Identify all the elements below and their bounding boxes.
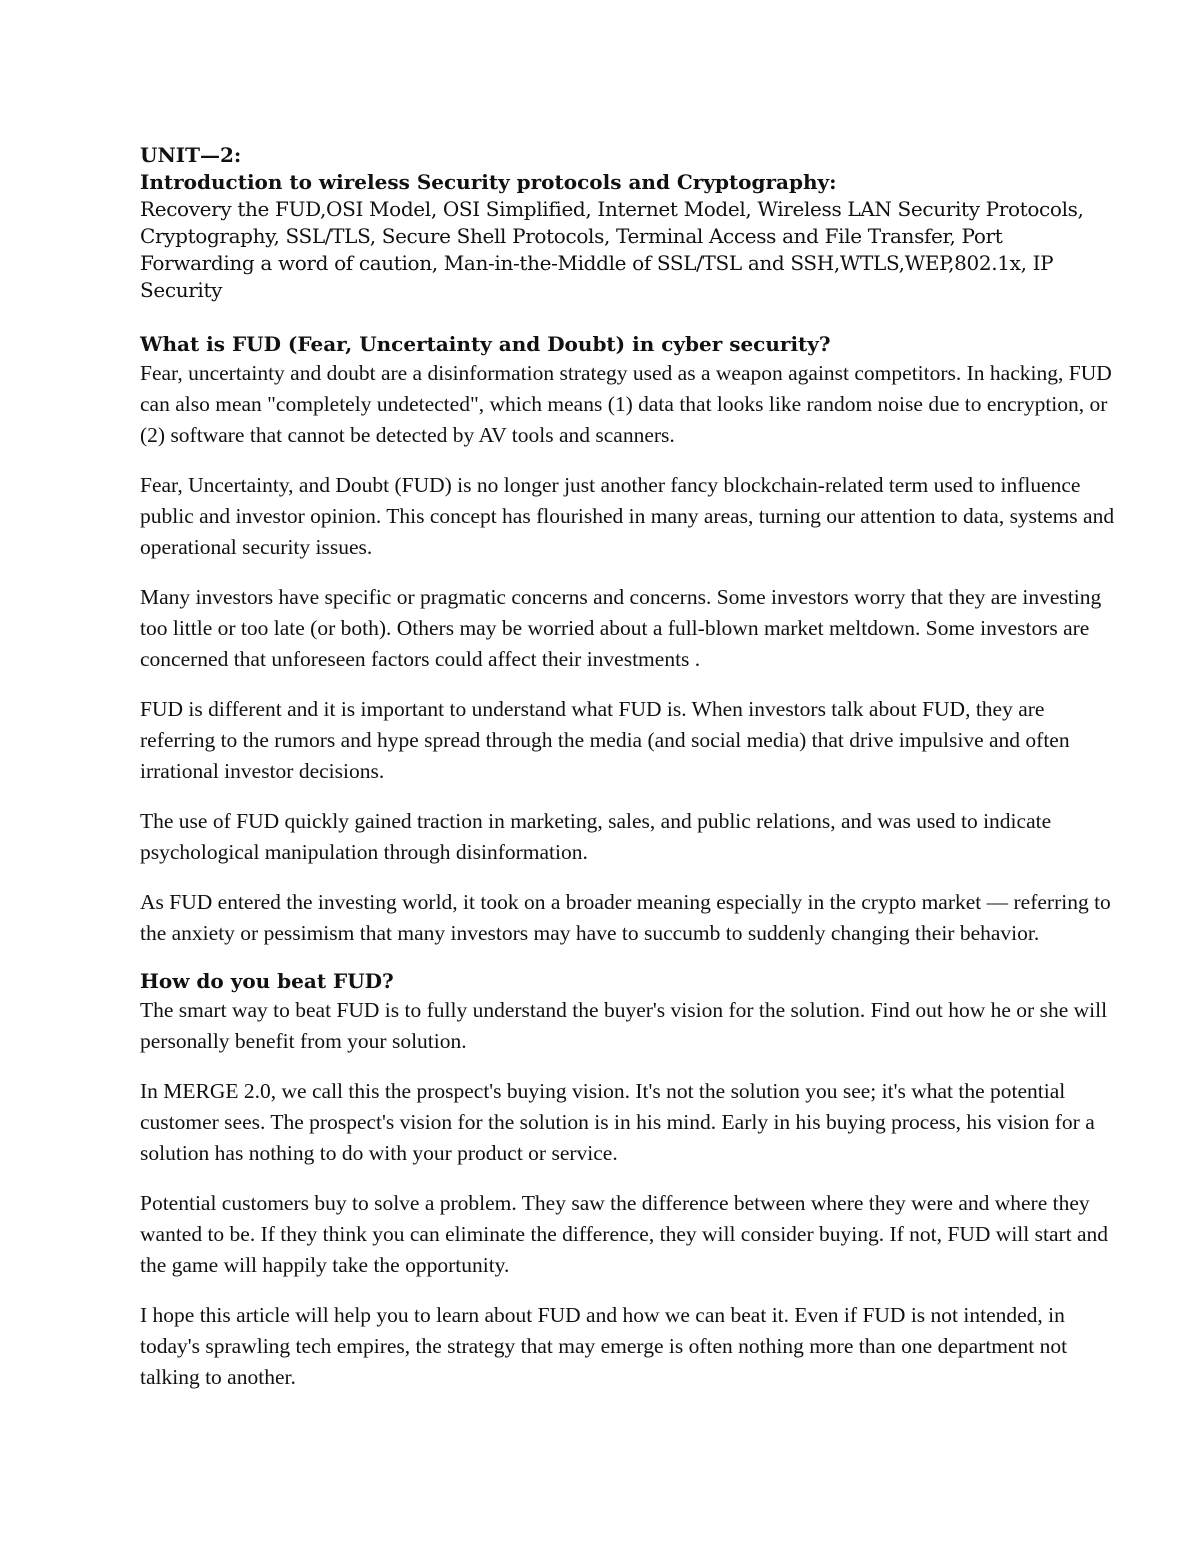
intro-heading: Introduction to wireless Security protocols and Cryptography: xyxy=(140,170,837,194)
paragraph: As FUD entered the investing world, it took on a broader meaning especially in the crypto market — referring to the anxiety or pessimism that many investors may have to succumb to suddenly changing their behavior. xyxy=(140,890,1111,945)
paragraph: The use of FUD quickly gained traction in marketing, sales, and public relations, and was used to indicate psychological manipulation through disinformation. xyxy=(140,809,1052,864)
paragraph: In MERGE 2.0, we call this the prospect's buying vision. It's not the solution you see; it's what the potential customer sees. The prospect's vision for the solution is in his mind. Early in his buying process, his vision for a solution has nothing to do with your product or service. xyxy=(140,1079,1095,1165)
unit-title: UNIT—2: xyxy=(140,143,242,167)
document-body xyxy=(140,142,1115,1412)
section-heading-what-is-fud: What is FUD (Fear, Uncertainty and Doubt) in cyber security? xyxy=(140,332,831,356)
paragraph: The smart way to beat FUD is to fully understand the buyer's vision for the solution. Find out how he or she will personally benefit from your solution. xyxy=(140,998,1108,1053)
paragraph: Many investors have specific or pragmatic concerns and concerns. Some investors worry that they are investing too little or too late (or both). Others may be worried about a full-blown market meltdown. Some investors are concerned that unforeseen factors could affect their investments . xyxy=(140,585,1102,671)
topics-list: Recovery the FUD,OSI Model, OSI Simplified, Internet Model, Wireless LAN Security Protocols, Cryptography, SSL/TLS, Secure Shell Protocols, Terminal Access and File Transfer, Port Forwarding a word of caution, Man-in-the-Middle of SSL/TSL and SSH,WTLS,WEP,802.1x, IP Security xyxy=(140,197,1084,302)
paragraph: FUD is different and it is important to understand what FUD is. When investors talk about FUD, they are referring to the rumors and hype spread through the media (and social media) that drive impulsive and often irrational investor decisions. xyxy=(140,697,1070,783)
paragraph: Fear, uncertainty and doubt are a disinformation strategy used as a weapon against competitors. In hacking, FUD can also mean "completely undetected", which means (1) data that looks like random noise due to encryption, or (2) software that cannot be detected by AV tools and scanners. xyxy=(140,361,1112,447)
section-heading-how-to-beat-fud: How do you beat FUD? xyxy=(140,969,394,993)
paragraph: I hope this article will help you to learn about FUD and how we can beat it. Even if FUD is not intended, in today's sprawling tech empires, the strategy that may emerge is often nothing more than one department not talking to another. xyxy=(140,1303,1068,1389)
paragraph: Potential customers buy to solve a problem. They saw the difference between where they were and where they wanted to be. If they think you can eliminate the difference, they will consider buying. If not, FUD will start and the game will happily take the opportunity. xyxy=(140,1191,1109,1277)
paragraph: Fear, Uncertainty, and Doubt (FUD) is no longer just another fancy blockchain-related term used to influence public and investor opinion. This concept has flourished in many areas, turning our attention to data, systems and operational security issues. xyxy=(140,473,1115,559)
